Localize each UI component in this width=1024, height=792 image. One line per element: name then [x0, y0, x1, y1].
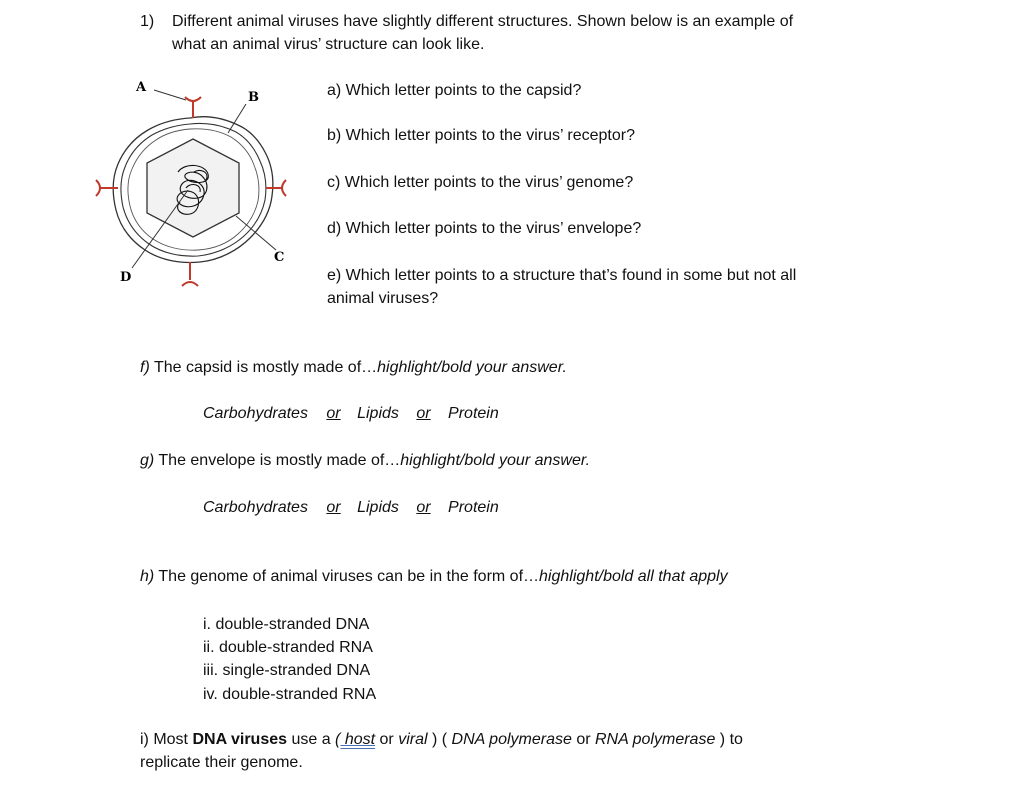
h-text: The genome of animal viruses can be in the form of… — [154, 568, 540, 585]
receptor-left — [96, 180, 118, 196]
question-i-line2: replicate their genome. — [140, 754, 303, 771]
question-h — [140, 566, 728, 588]
i-host-option[interactable]: ( host — [335, 731, 376, 748]
g-prefix: g) — [140, 452, 155, 469]
i-t1: i) Most — [140, 731, 193, 748]
i-t7: ) ( — [427, 731, 452, 748]
i-dna-polymerase-option[interactable]: DNA polymerase — [451, 731, 572, 748]
g-separator-1: or — [326, 499, 341, 516]
f-options — [203, 403, 499, 425]
q1-line2: what an animal virus’ structure can look like. — [172, 36, 485, 53]
question-d: d) Which letter points to the virus’ envelope? — [327, 220, 642, 237]
f-separator-2: or — [416, 405, 431, 422]
g-option-lipids[interactable]: Lipids — [357, 499, 399, 516]
g-separator-2: or — [416, 499, 431, 516]
f-separator-1: or — [326, 405, 341, 422]
question-a: a) Which letter points to the capsid? — [327, 82, 582, 99]
f-option-lipids[interactable]: Lipids — [357, 405, 399, 422]
i-t11: ) to — [715, 731, 743, 748]
receptor-right — [266, 180, 286, 196]
g-option-carbohydrates[interactable]: Carbohydrates — [203, 499, 308, 516]
question-g — [140, 450, 590, 472]
h-item-3[interactable]: iii. single-stranded DNA — [203, 662, 371, 679]
f-text: The capsid is mostly made of… — [149, 359, 378, 376]
f-option-carbohydrates[interactable]: Carbohydrates — [203, 405, 308, 422]
label-d: D — [120, 270, 132, 285]
h-item-1[interactable]: i. double-stranded DNA — [203, 616, 370, 633]
virus-diagram — [90, 72, 300, 297]
q1-line1: Different animal viruses have slightly different structures. Shown below is an example of — [172, 13, 794, 30]
question-e-line1: e) Which letter points to a structure that’s found in some but not all — [327, 267, 797, 284]
g-options — [203, 497, 499, 519]
i-dna-viruses: DNA viruses — [192, 731, 288, 748]
f-instruction: highlight/bold your answer. — [377, 359, 567, 376]
question-b: b) Which letter points to the virus’ receptor? — [327, 127, 635, 144]
g-option-protein[interactable]: Protein — [448, 499, 499, 516]
g-instruction: highlight/bold your answer. — [400, 452, 591, 469]
i-viral-option[interactable]: viral — [398, 731, 428, 748]
f-prefix: f) — [140, 359, 150, 376]
i-t3: use a — [287, 731, 336, 748]
f-option-protein[interactable]: Protein — [448, 405, 499, 422]
h-item-4[interactable]: iv. double-stranded RNA — [203, 686, 377, 703]
question-e-line2: animal viruses? — [327, 290, 439, 307]
i-t5: or — [375, 731, 399, 748]
receptor-top — [185, 97, 201, 118]
h-instruction: highlight/bold all that apply — [539, 568, 728, 585]
i-rna-polymerase-option[interactable]: RNA polymerase — [595, 731, 716, 748]
question-c: c) Which letter points to the virus’ genome? — [327, 174, 634, 191]
label-b: B — [248, 90, 259, 105]
g-text: The envelope is mostly made of… — [154, 452, 401, 469]
label-a: A — [136, 80, 147, 95]
i-t9: or — [571, 731, 595, 748]
question-i-line1 — [140, 729, 743, 751]
question-f — [140, 357, 567, 379]
h-prefix: h) — [140, 568, 155, 585]
capsid-hexagon — [147, 139, 239, 237]
h-item-2[interactable]: ii. double-stranded RNA — [203, 639, 373, 656]
receptor-bottom — [182, 262, 198, 286]
leader-a — [154, 90, 186, 100]
q1-number: 1) — [140, 13, 155, 30]
label-c: C — [274, 250, 285, 265]
leader-b — [228, 104, 246, 133]
